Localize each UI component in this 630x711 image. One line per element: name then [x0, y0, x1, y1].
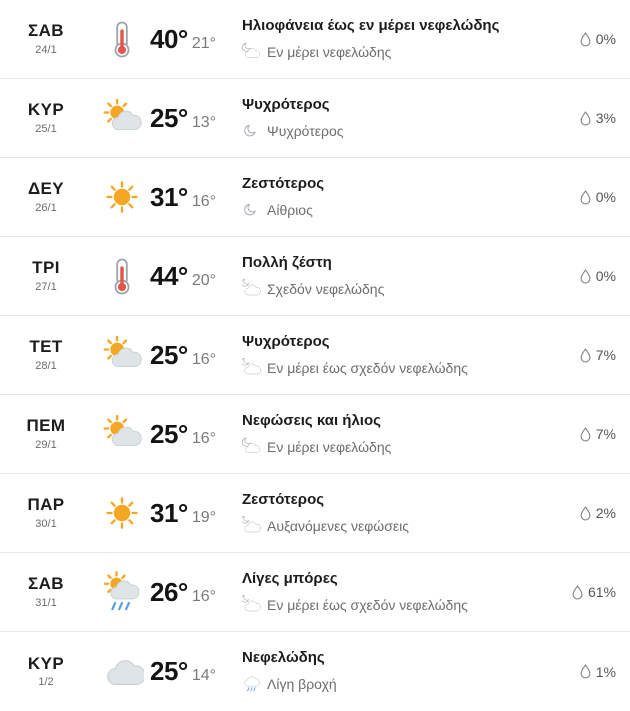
high-temperature: 40°: [150, 23, 188, 54]
day-date: 28/1: [35, 359, 57, 372]
temperature-group: [150, 182, 216, 213]
temperature-group: [150, 498, 216, 529]
high-temperature: 25°: [150, 656, 188, 686]
precipitation-chance: 7%: [595, 347, 616, 363]
day-of-week: ΣΑΒ: [28, 574, 64, 594]
date-column: [0, 259, 92, 293]
night-summary-row: [242, 595, 542, 615]
condition-column: [92, 570, 232, 614]
date-column: [0, 417, 92, 451]
raindrop-icon: [580, 506, 591, 521]
precipitation-column: [542, 189, 616, 205]
precipitation-chance: 7%: [595, 426, 616, 442]
condition-column: [92, 412, 232, 456]
precipitation-chance: 2%: [595, 505, 616, 521]
day-summary: Ψυχρότερος: [242, 95, 330, 113]
date-column: [0, 575, 92, 609]
day-of-week: ΣΑΒ: [28, 21, 64, 41]
precipitation-chance: 0%: [595, 268, 616, 284]
forecast-day-row[interactable]: [0, 632, 630, 711]
description-column: [232, 175, 542, 220]
date-column: [0, 338, 92, 372]
day-summary: Νεφελώδης: [242, 649, 325, 666]
rain-icon: [242, 674, 262, 694]
night-summary-row: [242, 358, 542, 378]
precipitation-chance: 61%: [587, 584, 616, 600]
precipitation-column: [542, 347, 616, 363]
night-summary-row: [242, 121, 542, 141]
day-date: 24/1: [35, 43, 57, 56]
day-date: 1/2: [38, 676, 54, 689]
date-column: [0, 22, 92, 56]
moon-mostly-cloudy-icon: [242, 279, 262, 299]
precipitation-column: [542, 426, 616, 442]
high-temperature: 31°: [150, 181, 188, 212]
forecast-day-row[interactable]: [0, 553, 630, 632]
night-summary: Σχεδόν νεφελώδης: [267, 280, 385, 297]
raindrop-icon: [580, 269, 591, 284]
forecast-day-row[interactable]: [0, 79, 630, 158]
night-summary: Εν μέρει έως σχεδόν νεφελώδης: [267, 596, 468, 613]
day-date: 25/1: [35, 122, 57, 135]
high-temperature: 25°: [150, 339, 188, 370]
date-column: [0, 180, 92, 214]
temperature-group: [150, 419, 216, 450]
night-summary: Λίγη βροχή: [267, 676, 337, 692]
temperature-group: [150, 656, 216, 687]
night-summary-row: [242, 516, 542, 536]
sun-icon: [100, 175, 144, 219]
day-summary: Λίγες μπόρες: [242, 569, 338, 587]
night-summary: Αυξανόμενες νεφώσεις: [267, 517, 409, 534]
high-temperature: 44°: [150, 260, 188, 291]
day-summary: Ηλιοφάνεια έως εν μέρει νεφελώδης: [242, 16, 500, 34]
description-column: [232, 17, 542, 62]
sun-partly-cloudy-icon: [100, 96, 144, 140]
day-date: 31/1: [35, 596, 57, 609]
low-temperature: 14°: [191, 667, 217, 684]
low-temperature: 16°: [191, 350, 217, 368]
moon-icon: [242, 121, 262, 141]
description-column: [232, 412, 542, 457]
day-date: 29/1: [35, 438, 57, 451]
cloud-icon: [100, 650, 144, 694]
day-summary: Νεφώσεις και ήλιος: [242, 411, 381, 429]
forecast-day-row[interactable]: [0, 0, 630, 79]
day-of-week: ΚΥΡ: [27, 100, 65, 120]
low-temperature: 16°: [191, 192, 217, 210]
sun-partly-cloudy-icon: [100, 333, 144, 377]
day-of-week: ΠΑΡ: [27, 495, 65, 515]
temperature-group: [150, 103, 216, 134]
raindrop-icon: [580, 111, 591, 126]
precipitation-chance: 0%: [595, 31, 616, 47]
day-summary: Ψυχρότερος: [242, 332, 330, 350]
day-date: 27/1: [35, 280, 57, 293]
description-column: [232, 96, 542, 141]
sun-partly-cloudy-icon: [100, 412, 144, 456]
condition-column: [92, 17, 232, 61]
description-column: [232, 570, 542, 615]
thermometer-hot-icon: [100, 17, 144, 61]
high-temperature: 26°: [150, 576, 188, 607]
low-temperature: 16°: [191, 429, 217, 447]
temperature-group: [150, 261, 216, 292]
precipitation-column: [542, 268, 616, 284]
low-temperature: 13°: [191, 113, 217, 131]
condition-column: [92, 650, 232, 694]
day-of-week: ΚΥΡ: [27, 653, 65, 673]
raindrop-icon: [580, 427, 591, 442]
day-summary: Ζεστότερος: [242, 174, 325, 192]
description-column: [232, 333, 542, 378]
description-column: [232, 491, 542, 536]
raindrop-icon: [580, 32, 591, 47]
low-temperature: 16°: [191, 587, 217, 605]
sun-icon: [100, 491, 144, 535]
moon-partly-cloudy-icon: [242, 437, 262, 457]
day-date: 30/1: [35, 517, 57, 530]
day-summary: Ζεστότερος: [242, 490, 325, 508]
night-summary: Εν μέρει νεφελώδης: [267, 43, 392, 60]
condition-column: [92, 491, 232, 535]
precipitation-column: [542, 110, 616, 126]
date-column: [0, 496, 92, 530]
date-column: [0, 655, 92, 689]
thermometer-hot-icon: [100, 254, 144, 298]
night-summary-row: [242, 200, 542, 220]
forecast-day-row[interactable]: [0, 316, 630, 395]
raindrop-icon: [572, 585, 583, 600]
day-of-week: ΤΡΙ: [32, 258, 60, 278]
forecast-day-row[interactable]: [0, 237, 630, 316]
precipitation-chance: 3%: [595, 110, 616, 126]
moon-mostly-cloudy-icon: [242, 358, 262, 378]
day-of-week: ΤΕΤ: [29, 337, 63, 357]
condition-column: [92, 333, 232, 377]
precipitation-column: [542, 505, 616, 521]
precipitation-chance: 1%: [595, 663, 616, 680]
raindrop-icon: [580, 664, 591, 679]
temperature-group: [150, 24, 216, 55]
description-column: [232, 649, 542, 694]
night-summary: Εν μέρει έως σχεδόν νεφελώδης: [267, 359, 468, 376]
low-temperature: 20°: [191, 271, 217, 289]
raindrop-icon: [580, 348, 591, 363]
high-temperature: 25°: [150, 102, 188, 133]
night-summary: Εν μέρει νεφελώδης: [267, 438, 392, 455]
precipitation-chance: 0%: [595, 189, 616, 205]
night-summary-row: [242, 279, 542, 299]
description-column: [232, 254, 542, 299]
moon-mostly-cloudy-icon: [242, 595, 262, 615]
day-date: 26/1: [35, 201, 57, 214]
precipitation-column: [542, 31, 616, 47]
condition-column: [92, 96, 232, 140]
day-of-week: ΠΕΜ: [26, 416, 66, 436]
low-temperature: 19°: [191, 508, 217, 526]
moon-icon: [242, 200, 262, 220]
forecast-day-row[interactable]: [0, 158, 630, 237]
day-summary: Πολλή ζέστη: [242, 253, 332, 271]
night-summary-row: [242, 42, 542, 62]
condition-column: [92, 175, 232, 219]
raindrop-icon: [580, 190, 591, 205]
moon-partly-cloudy-icon: [242, 42, 262, 62]
precipitation-column: [542, 584, 616, 600]
precipitation-column: [542, 664, 616, 680]
date-column: [0, 101, 92, 135]
day-of-week: ΔΕΥ: [27, 179, 65, 199]
condition-column: [92, 254, 232, 298]
night-summary-row: [242, 674, 542, 694]
night-summary: Αίθριος: [267, 201, 313, 218]
temperature-group: [150, 577, 216, 608]
forecast-day-row[interactable]: [0, 395, 630, 474]
night-summary: Ψυχρότερος: [267, 122, 344, 139]
night-summary-row: [242, 437, 542, 457]
low-temperature: 21°: [191, 34, 217, 52]
high-temperature: 31°: [150, 497, 188, 528]
moon-mostly-cloudy-icon: [242, 516, 262, 536]
high-temperature: 25°: [150, 418, 188, 449]
sun-rain-icon: [100, 570, 144, 614]
temperature-group: [150, 340, 216, 371]
forecast-day-row[interactable]: [0, 474, 630, 553]
